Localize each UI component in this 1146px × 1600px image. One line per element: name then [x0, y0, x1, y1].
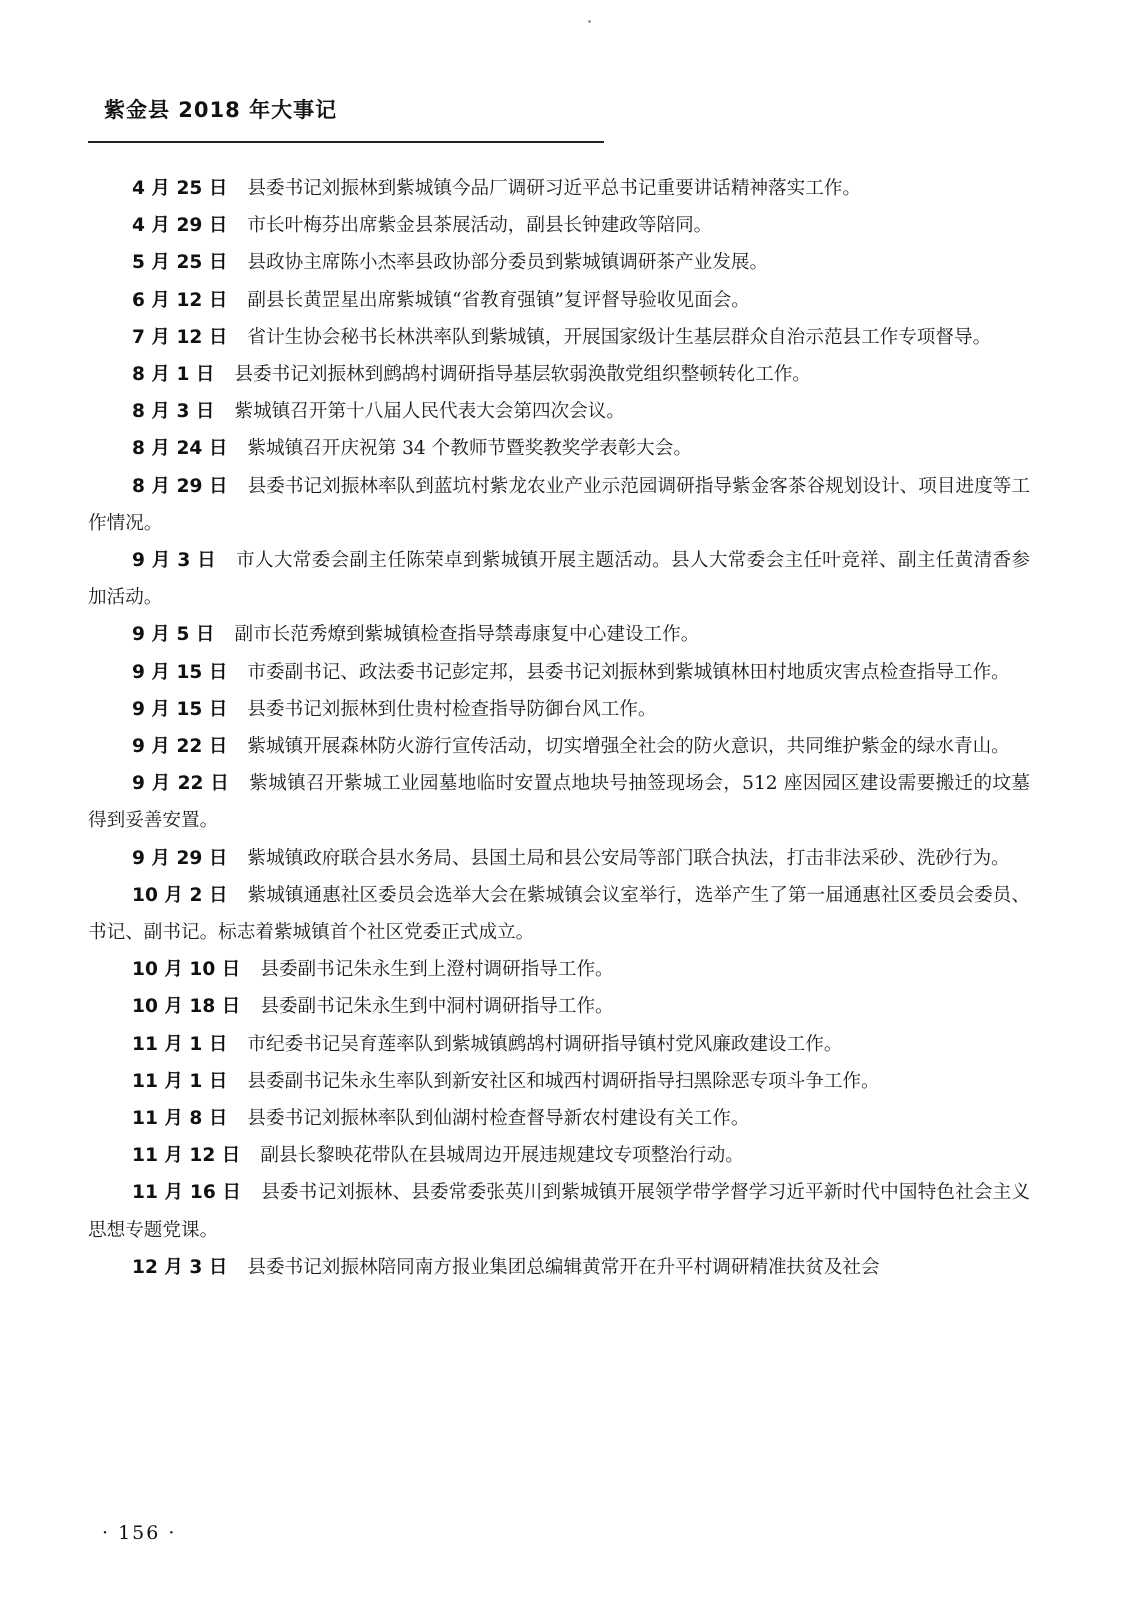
event-entry — [88, 1137, 1030, 1174]
event-text: 县委书记刘振林率队到仙湖村检查督导新农村建设有关工作。 — [247, 1108, 750, 1130]
event-entry — [88, 356, 1030, 393]
event-date: 7 月 12 日 — [132, 326, 228, 348]
event-text: 县委副书记朱永生率队到新安社区和城西村调研指导扫黑除恶专项斗争工作。 — [247, 1070, 880, 1092]
event-text: 县委书记刘振林到紫城镇今品厂调研习近平总书记重要讲话精神落实工作。 — [247, 178, 862, 199]
event-entry — [88, 616, 1030, 653]
event-text: 县委书记刘振林到鹧鸪村调研指导基层软弱涣散党组织整顿转化工作。 — [234, 364, 811, 386]
event-text: 副市长范秀燎到紫城镇检查指导禁毒康复中心建设工作。 — [234, 624, 700, 646]
event-date: 5 月 25 日 — [132, 252, 228, 274]
event-date: 4 月 25 日 — [132, 178, 228, 199]
event-text: 县委副书记朱永生到上澄村调研指导工作。 — [260, 959, 614, 981]
page-number: · 156 · — [102, 1522, 177, 1544]
event-entry — [88, 244, 1030, 281]
scan-speck — [588, 20, 591, 23]
event-text: 副县长黎映花带队在县城周边开展违规建坟专项整治行动。 — [260, 1145, 744, 1167]
page-header-title: 紫金县 2018 年大事记 — [104, 98, 338, 122]
event-date: 8 月 24 日 — [132, 438, 228, 460]
event-text: 县委书记刘振林陪同南方报业集团总编辑黄常开在升平村调研精准扶贫及社会 — [247, 1256, 880, 1278]
event-text: 副县长黄罡星出席紫城镇“省教育强镇”复评督导验收见面会。 — [247, 289, 750, 311]
event-date: 11 月 12 日 — [132, 1145, 241, 1167]
event-date: 8 月 3 日 — [132, 401, 215, 423]
event-entry — [88, 1026, 1030, 1063]
event-date: 10 月 10 日 — [132, 959, 241, 981]
event-date: 11 月 1 日 — [132, 1033, 228, 1055]
event-entry — [88, 951, 1030, 988]
event-date: 9 月 22 日 — [132, 773, 230, 795]
event-entry — [88, 988, 1030, 1025]
event-date: 10 月 18 日 — [132, 996, 241, 1018]
event-date: 9 月 3 日 — [132, 550, 217, 572]
event-date: 9 月 15 日 — [132, 661, 228, 683]
event-entry — [88, 654, 1030, 691]
event-entry — [88, 840, 1030, 877]
event-date: 4 月 29 日 — [132, 215, 228, 237]
event-date: 12 月 3 日 — [132, 1256, 228, 1278]
event-text: 市委副书记、政法委书记彭定邦，县委书记刘振林到紫城镇林田村地质灾害点检查指导工作。 — [247, 661, 1010, 683]
event-entry — [88, 691, 1030, 728]
event-entry — [88, 393, 1030, 430]
event-entry — [88, 319, 1030, 356]
event-date: 9 月 22 日 — [132, 736, 228, 758]
event-text: 紫城镇召开庆祝第 34 个教师节暨奖教奖学表彰大会。 — [247, 438, 692, 460]
event-text: 紫城镇政府联合县水务局、县国土局和县公安局等部门联合执法，打击非法采砂、洗砂行为。 — [247, 847, 1010, 869]
event-list — [88, 170, 1030, 1286]
event-text: 县委副书记朱永生到中洞村调研指导工作。 — [260, 996, 614, 1018]
event-entry — [88, 542, 1030, 616]
event-date: 8 月 29 日 — [132, 475, 228, 497]
event-date: 6 月 12 日 — [132, 289, 228, 311]
event-date: 9 月 29 日 — [132, 847, 228, 869]
event-date: 8 月 1 日 — [132, 364, 215, 386]
event-date: 10 月 2 日 — [132, 884, 228, 906]
event-entry — [88, 765, 1030, 839]
event-text: 县委书记刘振林率队到蓝坑村紫龙农业产业示范园调研指导紫金客茶谷规划设计、项目进度等工作情况。 — [88, 475, 1030, 534]
event-date: 9 月 5 日 — [132, 624, 215, 646]
event-entry — [88, 430, 1030, 467]
event-text: 紫城镇通惠社区委员会选举大会在紫城镇会议室举行，选举产生了第一届通惠社区委员会委员、书记、副书记。标志着紫城镇首个社区党委正式成立。 — [88, 884, 1030, 944]
event-date: 11 月 8 日 — [132, 1108, 228, 1130]
event-entry — [88, 1063, 1030, 1100]
event-text: 县政协主席陈小杰率县政协部分委员到紫城镇调研茶产业发展。 — [247, 252, 769, 274]
event-entry — [88, 207, 1030, 244]
event-text: 县委书记刘振林到仕贵村检查指导防御台风工作。 — [247, 698, 657, 720]
event-entry — [88, 877, 1030, 951]
event-text: 县委书记刘振林、县委常委张英川到紫城镇开展领学带学督学习近平新时代中国特色社会主义思想专题党课。 — [88, 1182, 1030, 1241]
event-text: 紫城镇开展森林防火游行宣传活动，切实增强全社会的防火意识，共同维护紫金的绿水青山。 — [247, 736, 1010, 758]
event-date: 9 月 15 日 — [132, 698, 228, 720]
event-text: 省计生协会秘书长林洪率队到紫城镇，开展国家级计生基层群众自治示范县工作专项督导。 — [247, 326, 992, 348]
event-date: 11 月 16 日 — [132, 1182, 242, 1204]
event-entry — [88, 282, 1030, 319]
event-text: 市纪委书记吴育莲率队到紫城镇鹧鸪村调研指导镇村党风廉政建设工作。 — [247, 1033, 843, 1055]
event-date: 11 月 1 日 — [132, 1070, 228, 1092]
event-entry — [88, 1249, 1030, 1286]
event-text: 紫城镇召开紫城工业园墓地临时安置点地块号抽签现场会，512 座因园区建设需要搬迁的坟墓得到妥善安置。 — [88, 773, 1031, 832]
event-text: 市长叶梅芬出席紫金县茶展活动，副县长钟建政等陪同。 — [247, 215, 713, 237]
event-entry — [88, 170, 1030, 207]
event-entry — [88, 728, 1030, 765]
event-entry — [88, 1174, 1030, 1248]
header-rule — [88, 141, 604, 143]
event-text: 紫城镇召开第十八届人民代表大会第四次会议。 — [234, 401, 625, 423]
event-text: 市人大常委会副主任陈荣卓到紫城镇开展主题活动。县人大常委会主任叶竞祥、副主任黄清香参加活动。 — [88, 550, 1030, 609]
event-entry — [88, 1100, 1030, 1137]
event-entry — [88, 468, 1030, 542]
